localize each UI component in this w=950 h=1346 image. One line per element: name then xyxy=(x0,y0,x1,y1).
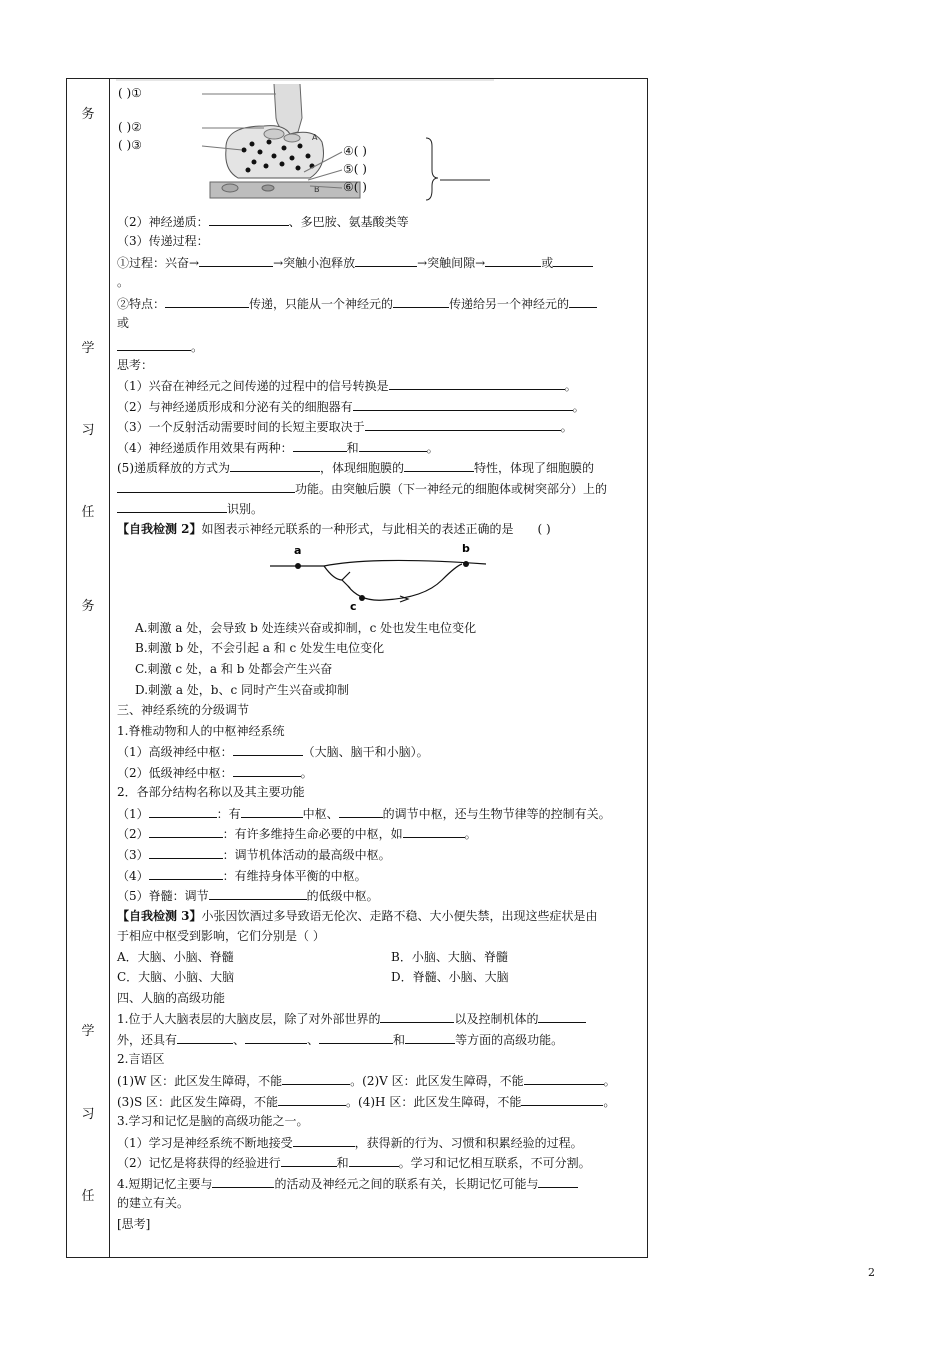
synapse-diagram xyxy=(114,78,504,202)
text: （3） xyxy=(117,848,149,862)
blank xyxy=(359,440,427,452)
label-b: B xyxy=(314,185,320,194)
page-number: 2 xyxy=(868,1266,875,1279)
blank xyxy=(233,744,303,756)
blank xyxy=(230,460,320,472)
text: 传递给另一个神经元的 xyxy=(449,297,570,311)
blank xyxy=(339,806,383,818)
option: B.刺激 b 处，不会引起 a 和 c 处发生电位变化 xyxy=(135,641,385,655)
text: 【自我检测 2】 xyxy=(117,522,202,536)
figure-label-5: ⑤( ) xyxy=(343,162,367,176)
figure-label-4: ④( ) xyxy=(343,144,367,158)
blank xyxy=(293,440,347,452)
side-char: 学 xyxy=(81,341,95,356)
option: A．大脑、小脑、脊髓 xyxy=(117,950,234,964)
text: （3）传递过程： xyxy=(117,234,209,248)
side-char: 习 xyxy=(81,423,95,438)
blank xyxy=(349,1155,399,1167)
blank xyxy=(117,481,295,493)
text: （1）学习是神经系统不断地接受 xyxy=(117,1136,293,1150)
blank xyxy=(293,1135,355,1147)
blank xyxy=(165,296,249,308)
option: D.刺激 a 处，b、c 同时产生兴奋或抑制 xyxy=(135,683,350,697)
point-a xyxy=(295,563,301,569)
blank xyxy=(389,378,565,390)
blank xyxy=(177,1032,233,1044)
blank xyxy=(380,1011,454,1023)
section-title: 三、神经系统的分级调节 xyxy=(117,703,250,717)
text: 。(4)H 区：此区发生障碍，不能 xyxy=(346,1095,522,1109)
figure-label-6: ⑥( ) xyxy=(343,180,367,194)
text: 3.学习和记忆是脑的高级功能之一。 xyxy=(117,1114,309,1128)
side-char: 习 xyxy=(81,1107,95,1122)
text: →突触小泡释放 xyxy=(273,256,356,270)
label-a: A xyxy=(312,133,318,142)
figure-label-2: ( )② xyxy=(118,120,142,134)
text: （2）低级神经中枢： xyxy=(117,766,233,780)
blank xyxy=(282,1073,350,1085)
option: B．小脑、大脑、脊髓 xyxy=(391,950,508,964)
text: [思考] xyxy=(117,1217,151,1231)
text: 于相应中枢受到影响，它们分别是（ ） xyxy=(117,929,325,943)
text: （2）记忆是将获得的经验进行 xyxy=(117,1156,281,1170)
text: 。(2)V 区：此区发生障碍，不能 xyxy=(350,1074,524,1088)
side-char: 任 xyxy=(81,1189,95,1204)
label-c: c xyxy=(350,600,357,612)
text: 的低级中枢。 xyxy=(306,889,379,903)
blank xyxy=(149,847,223,859)
blank xyxy=(241,806,303,818)
blank xyxy=(149,826,223,838)
text: （1） xyxy=(117,807,149,821)
blank xyxy=(405,1032,455,1044)
text: ，体现细胞膜的 xyxy=(320,461,405,475)
figure-label-3: ( )③ xyxy=(118,138,142,152)
text: 。 xyxy=(564,379,577,393)
text: 、多巴胺、氨基酸类等 xyxy=(288,215,409,229)
text: （5）脊髓：调节 xyxy=(117,889,209,903)
blank xyxy=(355,255,417,267)
blank xyxy=(553,255,593,267)
text: 等方面的高级功能。 xyxy=(455,1033,564,1047)
text: 2.言语区 xyxy=(117,1052,165,1066)
text: 识别。 xyxy=(227,502,264,516)
text: 。学习和记忆相互联系，不可分割。 xyxy=(398,1156,591,1170)
text: 1.位于人大脑表层的大脑皮层，除了对外部世界的 xyxy=(117,1012,381,1026)
text: 、 xyxy=(233,1033,246,1047)
text: （大脑、脑干和小脑）。 xyxy=(302,745,429,759)
blank xyxy=(209,888,307,900)
text: （4）神经递质作用效果有两种： xyxy=(117,441,293,455)
text: ①过程：兴奋→ xyxy=(117,256,200,270)
side-char: 任 xyxy=(81,505,95,520)
blank xyxy=(353,399,573,411)
option: C.刺激 c 处，a 和 b 处都会产生兴奋 xyxy=(135,662,333,676)
text: ( ) xyxy=(537,522,551,536)
text: 特性，体现了细胞膜的 xyxy=(474,461,595,475)
text: （4） xyxy=(117,869,149,883)
text: (5)递质释放的方式为 xyxy=(117,461,230,475)
text: 。 xyxy=(117,275,130,289)
text: ②特点： xyxy=(117,297,166,311)
side-char: 务 xyxy=(81,107,95,122)
figure-label-1: ( )① xyxy=(118,86,142,100)
label-a: a xyxy=(294,544,302,557)
blank xyxy=(485,255,541,267)
blank xyxy=(209,214,289,226)
text: 、 xyxy=(307,1033,320,1047)
point-b xyxy=(463,561,469,567)
side-char: 务 xyxy=(81,599,95,614)
text: 的活动及神经元之间的联系有关，长期记忆可能与 xyxy=(274,1177,539,1191)
text: (1)W 区：此区发生障碍，不能 xyxy=(117,1074,283,1088)
text: 或 xyxy=(541,256,554,270)
blank xyxy=(199,255,273,267)
text: 4.短期记忆主要与 xyxy=(117,1177,213,1191)
blank xyxy=(245,1032,307,1044)
blank xyxy=(393,296,449,308)
blank xyxy=(117,339,191,351)
column-divider xyxy=(109,79,110,1257)
blank xyxy=(403,826,465,838)
text: 。 xyxy=(426,441,439,455)
blank xyxy=(149,806,217,818)
text: ：有维持身体平衡的中枢。 xyxy=(222,869,367,883)
text: 以及控制机体的 xyxy=(454,1012,539,1026)
text: （1）兴奋在神经元之间传递的过程中的信号转换是 xyxy=(117,379,389,393)
text: 功能。由突触后膜（下一神经元的细胞体或树突部分）上的 xyxy=(295,482,608,496)
blank xyxy=(538,1011,586,1023)
text: 。 xyxy=(572,400,585,414)
text: 如图表示神经元联系的一种形式，与此相关的表述正确的是 xyxy=(201,522,514,536)
section-title: 四、人脑的高级功能 xyxy=(117,991,226,1005)
text: （2）与神经递质形成和分泌有关的细胞器有 xyxy=(117,400,353,414)
option: C．大脑、小脑、大脑 xyxy=(117,970,235,984)
blank xyxy=(365,419,561,431)
text: (3)S 区：此区发生障碍，不能 xyxy=(117,1095,279,1109)
text: 思考： xyxy=(117,358,154,372)
text: 1.脊椎动物和人的中枢神经系统 xyxy=(117,724,285,738)
text: 和 xyxy=(346,441,359,455)
text: 2．各部分结构名称以及其主要功能 xyxy=(117,785,305,799)
text: ，获得新的行为、习惯和积累经验的过程。 xyxy=(354,1136,583,1150)
text: 。 xyxy=(560,420,573,434)
text: 的建立有关。 xyxy=(117,1196,190,1210)
neuron-connection-diagram xyxy=(264,540,494,612)
text: 和 xyxy=(336,1156,349,1170)
label-b: b xyxy=(462,542,470,555)
side-char: 学 xyxy=(81,1024,95,1039)
text: 。 xyxy=(191,340,204,354)
blank xyxy=(281,1155,337,1167)
text: ：有 xyxy=(216,807,241,821)
text: （2） xyxy=(117,827,149,841)
option: A.刺激 a 处，会导致 b 处连续兴奋或抑制，c 处也发生电位变化 xyxy=(135,621,477,635)
option: D．脊髓、小脑、大脑 xyxy=(391,970,509,984)
text: （3）一个反射活动需要时间的长短主要取决于 xyxy=(117,420,365,434)
blank xyxy=(538,1176,578,1188)
blank xyxy=(278,1094,346,1106)
text: 小张因饮酒过多导致语无伦次、走路不稳、大小便失禁，出现这些症状是由 xyxy=(201,909,598,923)
blank xyxy=(117,501,227,513)
text: 和 xyxy=(393,1033,406,1047)
blank xyxy=(569,296,597,308)
text: 。 xyxy=(300,766,313,780)
text: 或 xyxy=(117,316,130,330)
text: 。 xyxy=(603,1095,616,1109)
blank xyxy=(319,1032,393,1044)
text: 。 xyxy=(464,827,477,841)
blank xyxy=(404,460,474,472)
text: →突触间隙→ xyxy=(417,256,486,270)
blank xyxy=(212,1176,274,1188)
text: 。 xyxy=(603,1074,616,1088)
blank xyxy=(149,868,223,880)
text: 传递，只能从一个神经元的 xyxy=(249,297,394,311)
blank xyxy=(524,1073,604,1085)
text: ：调节机体活动的最高级中枢。 xyxy=(222,848,391,862)
blank xyxy=(521,1094,603,1106)
text: 中枢、 xyxy=(302,807,339,821)
text: （1）高级神经中枢： xyxy=(117,745,233,759)
point-c xyxy=(359,595,365,601)
text: 外，还具有 xyxy=(117,1033,178,1047)
blank xyxy=(233,765,301,777)
text: 【自我检测 3】 xyxy=(117,909,202,923)
text: 的调节中枢，还与生物节律等的控制有关。 xyxy=(382,807,611,821)
text: ：有许多维持生命必要的中枢，如 xyxy=(222,827,403,841)
text: （2）神经递质： xyxy=(117,215,209,229)
